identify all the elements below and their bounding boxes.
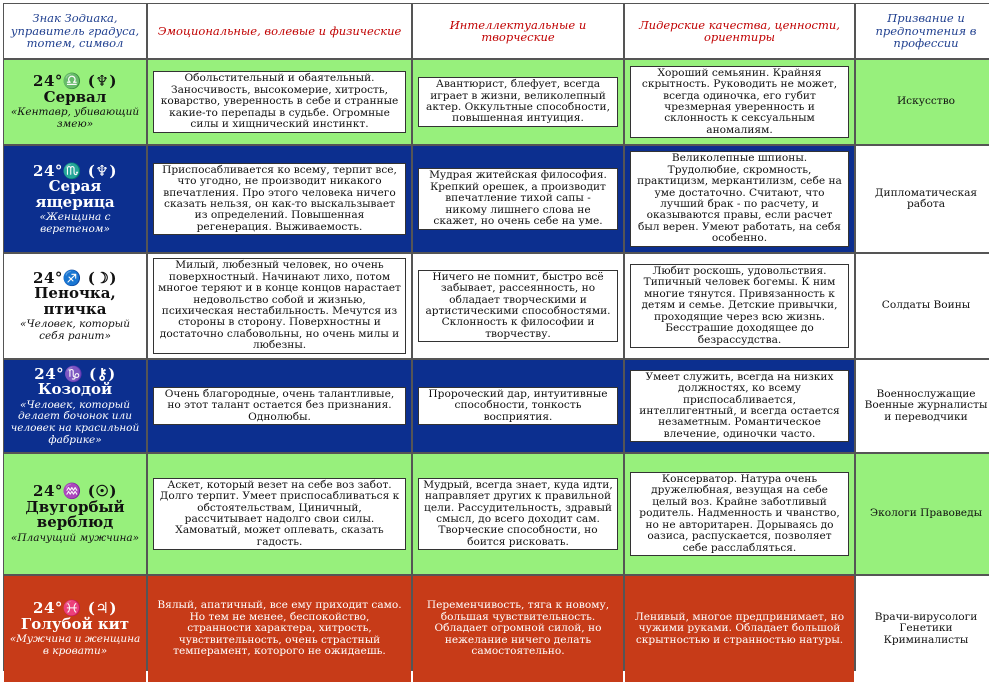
emotional-cell: [148, 360, 411, 452]
intellectual-text: Ничего не помнит, быстро всё забывает, рассеянность, но обладает творческими и артистическими способностями. Склонность к философии и творчеству.: [418, 270, 618, 343]
header-intellectual: Интеллектуальные и творческие: [413, 4, 623, 58]
emotional-text: Вялый, апатичный, все ему приходит само. Но тем не менее, беспокойство, странности характера, хитрость, чувствительность, очень страстный темперамент, которого не ожидаешь.: [153, 599, 406, 658]
intellectual-text: Мудрая житейская философия. Крепкий орешек, а производит впечатление тихой сапы - никому лишнего слова не скажет, но очень себе на уме.: [418, 168, 618, 229]
profession-cell: [856, 454, 989, 574]
profession-text: Солдаты Воины: [881, 299, 971, 312]
table-row-sign: [4, 60, 146, 144]
table-row-sign: [4, 576, 146, 682]
leadership-text: Любит роскошь, удовольствия. Типичный человек богемы. К ним многие тянутся. Привязанность к детям и семье. Детские привычки, проходящие через всю жизнь. Бесстрашие доходящее до безрассудства.: [630, 264, 849, 348]
emotional-cell: [148, 254, 411, 358]
sign-totem: «Человек, который делает бочонок или человек на красильной фабрике»: [10, 398, 140, 446]
zodiac-table: [3, 3, 989, 671]
profession-text: Врачи-вирусологи Генетики Криминалисты: [874, 610, 978, 646]
sign-name: Серая ящерица: [35, 176, 115, 211]
sign-degree: 24°♏ (♆): [33, 161, 117, 180]
emotional-cell: [148, 146, 411, 252]
header-leadership: Лидерские качества, ценности, ориентиры: [625, 4, 854, 58]
intellectual-cell: [413, 146, 623, 252]
sign-totem: «Плачущий мужчина»: [10, 532, 140, 545]
leadership-cell: [625, 146, 854, 252]
sign-name: Козодой: [37, 380, 113, 399]
leadership-cell: [625, 254, 854, 358]
sign-name: Сервал: [43, 87, 107, 106]
intellectual-text: Авантюрист, блефует, всегда играет в жизни, великолепный актер. Оккультные способности, повышенная интуиция.: [418, 77, 618, 127]
emotional-text: Милый, любезный человек, но очень поверхностный. Начинают лихо, потом многое теряют и в конце концов нарастает недовольство собой и жизнью, психическая нестабильность. Мечутся из стороны в сторону. Поверхностны и достаточно слабовольны, но очень милы и любезны.: [153, 258, 406, 354]
profession-text: Военнослужащие Военные журналисты и переводчики: [864, 387, 988, 423]
sign-degree: 24°♐ (☽): [33, 268, 117, 287]
profession-cell: [856, 576, 989, 682]
intellectual-cell: [413, 454, 623, 574]
sign-totem: «Человек, который себя ранит»: [20, 318, 130, 342]
leadership-cell: [625, 360, 854, 452]
intellectual-cell: [413, 576, 623, 682]
intellectual-text: Переменчивость, тяга к новому, большая чувствительность. Обладает огромной силой, но нежелание ничего делать самостоятельно.: [418, 599, 618, 658]
emotional-text: Аскет, который везет на себе воз забот. Долго терпит. Умеет приспосабливаться к обстоятельствам, Циничный, рассчитывает надолго свои силы. Хамоватый, может оплевать, сказать гадость.: [153, 478, 406, 551]
header-sign: Знак Зодиака, управитель градуса, тотем, символ: [4, 4, 146, 58]
leadership-text: Хороший семьянин. Крайняя скрытность. Руководить не может, всегда одиночка, его губит чрезмерная уверенность и склонность к сексуальным аномалиям.: [630, 66, 849, 139]
sign-totem: «Мужчина и женщина в кровати»: [9, 633, 141, 657]
intellectual-cell: [413, 60, 623, 144]
leadership-cell: [625, 576, 854, 682]
table-row-sign: [4, 360, 146, 452]
intellectual-cell: [413, 254, 623, 358]
emotional-cell: [148, 60, 411, 144]
profession-cell: [856, 146, 989, 252]
emotional-text: Приспосабливается ко всему, терпит все, что угодно, не производит никакого впечатления. Про этого человека ничего сказать нельзя, он как-то выскальзывает из определений. Повышенная регенерация. Выживаемость.: [153, 163, 406, 236]
emotional-text: Обольстительный и обаятельный. Заносчивость, высокомерие, хитрость, коварство, уверенность в себе и странные какие-то перепады в судьбе. Огромные силы и хищнический инстинкт.: [153, 71, 406, 132]
table-row-sign: [4, 254, 146, 358]
intellectual-text: Мудрый, всегда знает, куда идти, направляет других к правильной цели. Рассудительность, здравый смысл, до всего доходит сам. Творческие способности, но боится рисковать.: [418, 478, 618, 551]
sign-name: Голубой кит: [20, 614, 130, 633]
leadership-cell: [625, 454, 854, 574]
table-row-sign: [4, 454, 146, 574]
sign-name: Пеночка, птичка: [34, 283, 116, 318]
profession-text: Искусство: [896, 95, 956, 108]
emotional-cell: [148, 454, 411, 574]
sign-degree: 24°♑ (⚷): [34, 364, 116, 383]
sign-totem: «Кентавр, убивающий змею»: [10, 106, 140, 130]
leadership-cell: [625, 60, 854, 144]
sign-degree: 24°♓ (♃): [33, 599, 117, 618]
sign-degree: 24°♎ (♆): [33, 72, 117, 91]
profession-cell: [856, 254, 989, 358]
header-emotional: Эмоциональные, волевые и физические: [148, 4, 411, 58]
leadership-text: Ленивый, многое предпринимает, но чужими руками. Обладает большой скрытностью и странностью натуры.: [630, 611, 849, 647]
intellectual-text: Пророческий дар, интуитивные способности, тонкость восприятия.: [418, 387, 618, 425]
profession-cell: [856, 360, 989, 452]
emotional-cell: [148, 576, 411, 682]
profession-cell: [856, 60, 989, 144]
table-row-sign: [4, 146, 146, 252]
emotional-text: Очень благородные, очень талантливые, но этот талант остается без признания. Однолюбы.: [153, 387, 406, 425]
leadership-text: Умеет служить, всегда на низких должностях, ко всему приспосабливается, интеллигентный, и всегда остается незаметным. Романтическое влечение, одиночки часто.: [630, 370, 849, 443]
profession-text: Дипломатическая работа: [874, 186, 978, 210]
profession-text: Экологи Правоведы: [869, 507, 983, 520]
header-profession: Призвание и предпочтения в профессии: [856, 4, 989, 58]
leadership-text: Консерватор. Натура очень дружелюбная, везущая на себе целый воз. Крайне заботливый родитель. Надменность и чванство, но не авторитарен. Дорываясь до оазиса, распускается, позволяет себе расслабляться.: [630, 472, 849, 556]
sign-totem: «Женщина с веретеном»: [39, 211, 111, 235]
sign-name: Двугорбый верблюд: [25, 497, 125, 532]
sign-degree: 24°♒ (☉): [33, 482, 117, 501]
intellectual-cell: [413, 360, 623, 452]
leadership-text: Великолепные шпионы. Трудолюбие, скромность, практицизм, меркантилизм, себе на уме достаточно. Считают, что лучший брак - по расчету, и оказываются правы, если расчет был верен. Умеют работать, на себя особенно.: [630, 151, 849, 247]
